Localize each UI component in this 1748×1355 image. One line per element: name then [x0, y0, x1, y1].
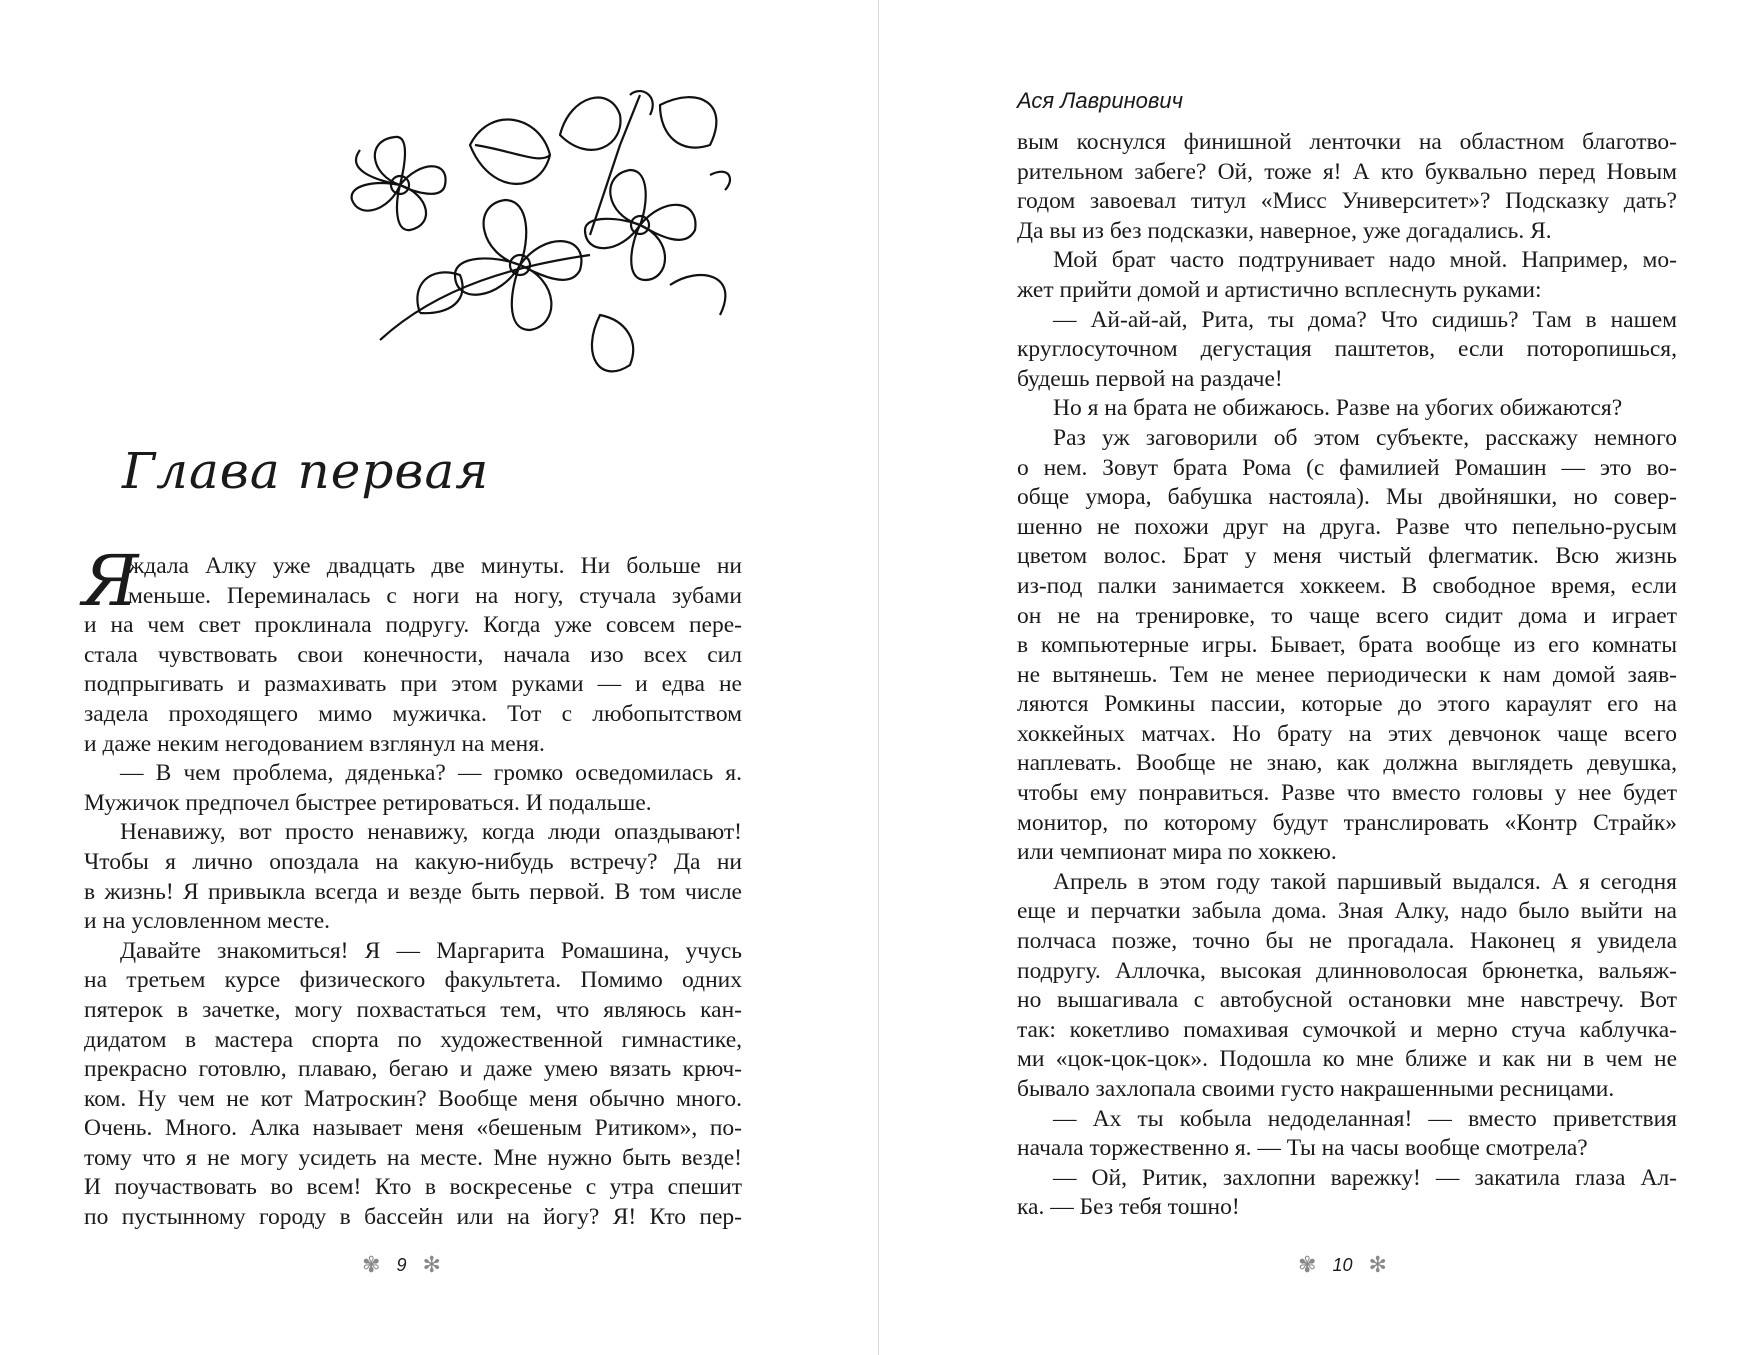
text-line: подругу. Аллочка, высокая длинноволосая брюнетка, вальяж- [1017, 957, 1677, 984]
text-line: ком. Ну чем не кот Матроскин? Вообще меня обычно много. [84, 1085, 742, 1112]
text-line: Но я на брата не обижаюсь. Разве на убогих обижаются? [1053, 395, 1623, 422]
text-line: монитор, по которому будут транслировать «Контр Страйк» [1017, 809, 1677, 836]
text-line: Да вы из без подсказки, наверное, уже догадались. Я. [1017, 217, 1552, 244]
right-page [880, 0, 1748, 1355]
text-line: задела проходящего мимо мужичка. Тот с любопытством [84, 700, 742, 727]
text-line: на третьем курсе физического факультета. Помимо одних [84, 967, 742, 994]
text-line: ми «цок-цок-цок». Подошла ко мне ближе и как ни в чем не [1017, 1046, 1677, 1073]
text-line: — Ай-ай-ай, Рита, ты дома? Что сидишь? Там в нашем [1053, 306, 1677, 333]
text-line: дидатом в мастера спорта по художественной гимнастике, [84, 1026, 742, 1053]
text-line: в компьютерные игры. Бывает, брата вообще из его комнаты [1017, 632, 1677, 659]
text-line: обще умора, бабушка настояла). Мы двойняшки, но совер- [1017, 484, 1677, 511]
text-line: прекрасно готовлю, плаваю, бегаю и даже умею вязать крюч- [84, 1056, 742, 1083]
page-footer [1298, 1252, 1387, 1278]
text-line: тому что я не могу усидеть на месте. Мне нужно быть везде! [84, 1144, 742, 1171]
text-line: хоккейных матчах. Но брату на этих девчонок чаще всего [1017, 720, 1677, 747]
text-line: Очень. Много. Алка называет меня «бешеным Ритиком», по- [84, 1115, 742, 1142]
text-line: Давайте знакомиться! Я — Маргарита Ромашина, учусь [120, 937, 742, 964]
text-line: — В чем проблема, дяденька? — громко осведомилась я. [120, 760, 742, 787]
drop-cap: Я [82, 540, 139, 622]
text-line: годом завоевал титул «Мисс Университет»? Подсказку дать? [1017, 188, 1677, 215]
text-line: рительном забеге? Ой, тоже я! А кто буквально перед Новым [1017, 158, 1677, 185]
body-text [82, 540, 742, 1233]
text-line: круглосуточном дегустация паштетов, если поторопишься, [1017, 336, 1677, 363]
asterisk-ornament-icon: ✻ [422, 1252, 441, 1277]
chapter-title: Глава первая [122, 442, 490, 500]
text-line: по пустынному городу в бассейн или на йогу? Я! Кто пер- [84, 1204, 742, 1231]
text-line: подпрыгивать и размахивать при этом руками — и едва не [84, 671, 742, 698]
page-number: 9 [396, 1254, 407, 1275]
flower-ornament-icon: ✾ [1298, 1252, 1317, 1277]
apple-blossom-illustration-icon [340, 85, 800, 395]
text-line: ка. — Без тебя тошно! [1017, 1194, 1240, 1221]
page-footer [362, 1252, 441, 1278]
body-text [1017, 128, 1677, 1223]
text-line: бывало захлопала своими густо накрашенными ресницами. [1017, 1076, 1615, 1102]
text-line: пятерок в зачетке, могу похвастаться тем, что являюсь кан- [84, 996, 742, 1023]
flower-ornament-icon: ✾ [362, 1252, 381, 1277]
text-line: из-под палки занимается хоккеем. В свободное время, если [1017, 572, 1677, 599]
text-line: ждала Алку уже двадцать две минуты. Ни больше ни [128, 553, 742, 579]
text-line: в жизнь! Я привыкла всегда и везде быть первой. В том числе [84, 878, 742, 905]
text-line: Мой брат часто подтрунивает надо мной. Например, мо- [1053, 247, 1677, 274]
text-line: еще и перчатки забыла дома. Зная Алку, надо было выйти на [1017, 898, 1677, 925]
text-line: шенно не похожи друг на друга. Разве что пепельно-русым [1017, 513, 1677, 540]
text-line: Чтобы я лично опоздала на какую-нибудь встречу? Да ни [84, 848, 742, 875]
text-line: или чемпионат мира по хоккею. [1017, 839, 1337, 866]
text-line: будешь первой на раздаче! [1017, 365, 1283, 392]
text-line: цветом волос. Брат у меня чистый флегматик. Всю жизнь [1017, 543, 1677, 570]
text-line: меньше. Переминалась с ноги на ногу, стучала зубами [128, 582, 742, 609]
text-line: и на чем свет проклинала подругу. Когда уже совсем пере- [84, 612, 742, 639]
text-line: И поучаствовать во всем! Кто в воскресенье с утра спешит [84, 1174, 742, 1201]
text-line: и даже неким негодованием взглянул на меня. [84, 730, 545, 757]
text-line: так: кокетливо помахивая сумочкой и мерно стуча каблучка- [1017, 1016, 1677, 1043]
text-line: не вытянешь. Тем не менее периодически к нам домой заяв- [1017, 661, 1677, 688]
text-line: жет прийти домой и артистично всплеснуть руками: [1017, 276, 1542, 303]
page-number: 10 [1332, 1254, 1353, 1275]
text-line: Ненавижу, вот просто ненавижу, когда люди опаздывают! [120, 819, 742, 846]
text-line: Мужичок предпочел быстрее ретироваться. И подальше. [84, 789, 652, 816]
asterisk-ornament-icon: ✻ [1368, 1252, 1387, 1277]
text-line: но вышагивала с автобусной остановки мне навстречу. Вот [1017, 987, 1677, 1014]
running-head-author: Ася Лавринович [1017, 88, 1184, 113]
text-line: ляются Ромкины пассии, которые до этого караулят его на [1017, 691, 1677, 718]
text-line: о нем. Зовут брата Рома (с фамилией Ромашин — это во- [1017, 454, 1677, 481]
text-line: — Ой, Ритик, захлопни варежку! — закатила глаза Ал- [1053, 1164, 1677, 1191]
text-line: чтобы ему понравиться. Разве что вместо головы у нее будет [1017, 780, 1677, 807]
page-gutter [878, 0, 879, 1355]
text-line: наплевать. Вообще не знаю, как должна выглядеть девушка, [1017, 750, 1677, 777]
text-line: — Ах ты кобыла недоделанная! — вместо приветствия [1053, 1105, 1677, 1132]
text-line: и на условленном месте. [84, 908, 331, 935]
text-line: полчаса позже, точно бы не прогадала. Наконец я увидела [1017, 928, 1677, 955]
text-line: Апрель в этом году такой паршивый выдался. А я сегодня [1053, 868, 1677, 895]
text-line: вым коснулся финишной ленточки на областном благотво- [1017, 129, 1677, 155]
text-line: начала торжественно я. — Ты на часы вообще смотрела? [1017, 1135, 1588, 1162]
text-line: он не на тренировке, то чаще всего сидит дома и играет [1017, 602, 1677, 629]
text-line: стала чувствовать свои конечности, начала изо всех сил [84, 641, 742, 668]
text-line: Раз уж заговорили об этом субъекте, расскажу немного [1053, 424, 1677, 451]
